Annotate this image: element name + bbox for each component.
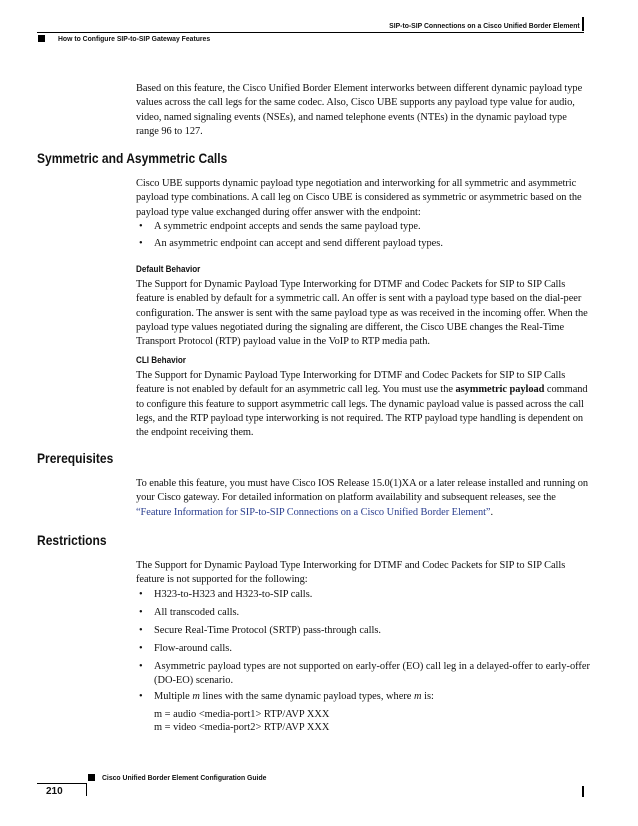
cli-text-after: command to configure this feature to support asymmetric call legs. The dynamic payload value is passed across the call legs, and the RTP payload type interworking is not required. The RTP payload type handling is dependent on the endpoint receiving them.: [136, 384, 588, 439]
restrictions-heading: Restrictions: [37, 532, 107, 548]
header-square-marker: [38, 35, 45, 42]
cli-behavior-paragraph: [136, 369, 591, 440]
is-text: is:: [421, 691, 434, 702]
list-item: [136, 237, 591, 251]
list-item-text: H323-to-H323 and H323-to-SIP calls.: [154, 589, 313, 600]
m-term: m: [414, 691, 422, 702]
guide-title: Cisco Unified Border Element Configuration Guide: [102, 773, 267, 782]
bullet-icon: •: [139, 238, 143, 249]
header-rule: [37, 32, 584, 33]
bullet-icon: •: [139, 643, 143, 654]
symmetric-heading: Symmetric and Asymmetric Calls: [37, 150, 228, 166]
intro-paragraph: Based on this feature, the Cisco Unified Border Element interworks between different dynamic payload type values across the call legs for the same codec. Also, Cisco UBE supports any payload type value for audio, video, named signaling events (NSEs), and named telephone events (NTEs) in the dynamic payload type range 96 to 127.: [136, 83, 583, 137]
default-behavior-paragraph: The Support for Dynamic Payload Type Interworking for DTMF and Codec Packets for SIP to SIP Calls feature is enabled by default for a symmetric call. An offer is sent with a payload type based on the dial-peer configuration. The answer is sent with the same payload type as was received in the incoming offer. When the payload type values negotiated during the signaling are different, the Cisco UBE changes the Real-Time Transport Protocol (RTP) payload value in the VoIP to RTP media path.: [136, 279, 588, 348]
prerequisites-heading: Prerequisites: [37, 450, 114, 466]
prerequisites-text-after: .: [490, 506, 494, 518]
symmetric-paragraph: Cisco UBE supports dynamic payload type negotiation and interworking for all symmetric and asymmetric payload type combinations. A call leg on Cisco UBE is considered as symmetric or asymmetric based on the payload type value exchanged during offer answer with the endpoint:: [136, 178, 582, 218]
code-line-audio: m = audio <media-port1> RTP/AVP XXX: [154, 709, 330, 720]
page-number: 210: [46, 786, 63, 797]
list-item: [136, 642, 591, 656]
list-item: [136, 624, 591, 638]
list-item: [136, 690, 591, 704]
list-item-text: Flow-around calls.: [154, 643, 232, 654]
prerequisites-text-before: To enable this feature, you must have Cisco IOS Release 15.0(1)XA or a later release installed and running on your Cisco gateway. For detailed information on platform availability and subsequent releases, see the: [136, 478, 589, 504]
list-item: [136, 660, 591, 689]
bullet-icon: •: [139, 589, 143, 600]
footer-square-marker: [88, 774, 95, 781]
list-item-text: Asymmetric payload types are not supported on early-offer (EO) call leg in a delayed-offer to early-offer (DO-EO) scenario.: [154, 661, 590, 687]
code-line-video: m = video <media-port2> RTP/AVP XXX: [154, 722, 330, 733]
multiple-text: Multiple: [154, 691, 193, 702]
list-item: [136, 220, 591, 234]
bullet-icon: •: [139, 221, 143, 232]
running-title: SIP-to-SIP Connections on a Cisco Unified Border Element: [389, 21, 580, 30]
prerequisites-paragraph: [136, 477, 591, 520]
bullet-icon: •: [139, 607, 143, 618]
footer-edge-bar: [582, 786, 584, 797]
m-term: m: [192, 691, 200, 702]
footer-rule: [37, 783, 87, 784]
default-behavior-heading: Default Behavior: [136, 264, 201, 274]
cli-text-before: The Support for Dynamic Payload Type Interworking for DTMF and Codec Packets for SIP to SIP Calls feature is not enabled by default for an asymmetric call leg. You must use the: [136, 370, 566, 396]
feature-information-link[interactable]: “Feature Information for SIP-to-SIP Connections on a Cisco Unified Border Element”: [136, 506, 491, 518]
bullet-icon: •: [139, 691, 143, 702]
list-item-text: An asymmetric endpoint can accept and send different payload types.: [154, 238, 443, 249]
list-item-text: All transcoded calls.: [154, 607, 240, 618]
cli-behavior-heading: CLI Behavior: [136, 355, 186, 365]
footer-divider: [86, 783, 87, 796]
lines-text: lines with the same dynamic payload types, where: [199, 691, 415, 702]
restrictions-paragraph: The Support for Dynamic Payload Type Interworking for DTMF and Codec Packets for SIP to SIP Calls feature is not supported for the following:: [136, 560, 566, 586]
list-item-text: Secure Real-Time Protocol (SRTP) pass-through calls.: [154, 625, 381, 636]
bullet-icon: •: [139, 625, 143, 636]
header-edge-bar: [582, 17, 584, 31]
list-item-text: A symmetric endpoint accepts and sends the same payload type.: [154, 221, 421, 232]
cli-command: asymmetric payload: [455, 384, 545, 396]
list-item: [136, 588, 591, 602]
bullet-icon: •: [139, 661, 143, 672]
list-item: [136, 606, 591, 620]
list-item-text: [154, 690, 591, 704]
section-title: How to Configure SIP-to-SIP Gateway Features: [58, 34, 211, 43]
